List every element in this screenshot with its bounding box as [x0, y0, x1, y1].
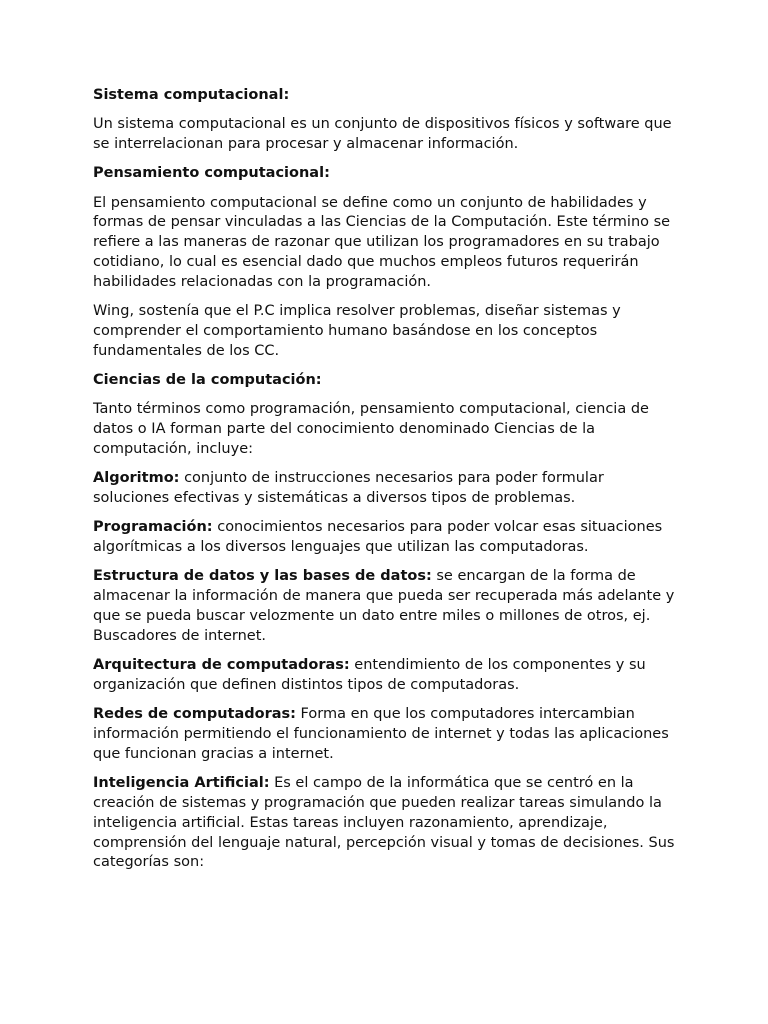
definition-text-redes: Forma en que los computadores intercambian información permitiendo el funcionamiento de internet y todas las aplicaciones que funcionan gracias a internet.	[93, 706, 669, 762]
definition-text-arquitectura: entendimiento de los componentes y su organización que definen distintos tipos de computadoras.	[93, 657, 646, 693]
term-programacion: Programación:	[93, 519, 213, 536]
definition-text-programacion: conocimientos necesarios para poder volcar esas situaciones algorítmicas a los diversos lenguajes que utilizan las computadoras.	[93, 519, 663, 556]
definition-estructura-datos	[93, 567, 683, 646]
section-heading-pensamiento: Pensamiento computacional:	[93, 165, 330, 182]
document-page	[93, 86, 683, 883]
paragraph-ciencias-intro: Tanto términos como programación, pensamiento computacional, ciencia de datos o IA forman parte del conocimiento denominado Ciencias de la computación, incluye:	[93, 401, 649, 457]
term-estructura-datos: Estructura de datos y las bases de datos:	[93, 568, 432, 585]
term-arquitectura: Arquitectura de computadoras:	[93, 657, 350, 674]
definition-text-inteligencia-artificial: Es el campo de la informática que se centró en la creación de sistemas y programación que pueden realizar tareas simulando la inteligencia artificial. Estas tareas incluyen razonamiento, aprendizaje, comprensión del lenguaje natural, percepción visual y tomas de decisiones. Sus categorías son:	[93, 775, 675, 871]
definition-inteligencia-artificial	[93, 774, 683, 873]
definition-programacion	[93, 518, 683, 558]
paragraph-sistema: Un sistema computacional es un conjunto de dispositivos físicos y software que se interrelacionan para procesar y almacenar información.	[93, 116, 672, 153]
paragraph-pensamiento-definition: El pensamiento computacional se define como un conjunto de habilidades y formas de pensar vinculadas a las Ciencias de la Computación. Este término se refiere a las maneras de razonar que utilizan los programadores en su trabajo cotidiano, lo cual es esencial dado que muchos empleos futuros requerirán habilidades relacionadas con la programación.	[93, 194, 671, 290]
section-heading-sistema: Sistema computacional:	[93, 87, 290, 103]
term-inteligencia-artificial: Inteligencia Artificial:	[93, 775, 270, 792]
definition-algoritmo	[93, 469, 683, 509]
definition-text-estructura-datos: se encargan de la forma de almacenar la información de manera que pueda ser recuperada más adelante y que se pueda buscar velozmente un dato entre miles o millones de otros, ej. Buscadores de internet.	[93, 568, 675, 644]
term-redes: Redes de computadoras:	[93, 706, 296, 723]
term-algoritmo: Algoritmo:	[93, 470, 180, 487]
paragraph-pensamiento-wing: Wing, sostenía que el P.C implica resolver problemas, diseñar sistemas y comprender el comportamiento humano basándose en los conceptos fundamentales de los CC.	[93, 303, 621, 359]
definition-text-algoritmo: conjunto de instrucciones necesarios para poder formular soluciones efectivas y sistemáticas a diversos tipos de problemas.	[93, 470, 604, 507]
definition-redes	[93, 705, 683, 764]
section-heading-ciencias: Ciencias de la computación:	[93, 372, 322, 389]
definition-arquitectura	[93, 656, 683, 696]
